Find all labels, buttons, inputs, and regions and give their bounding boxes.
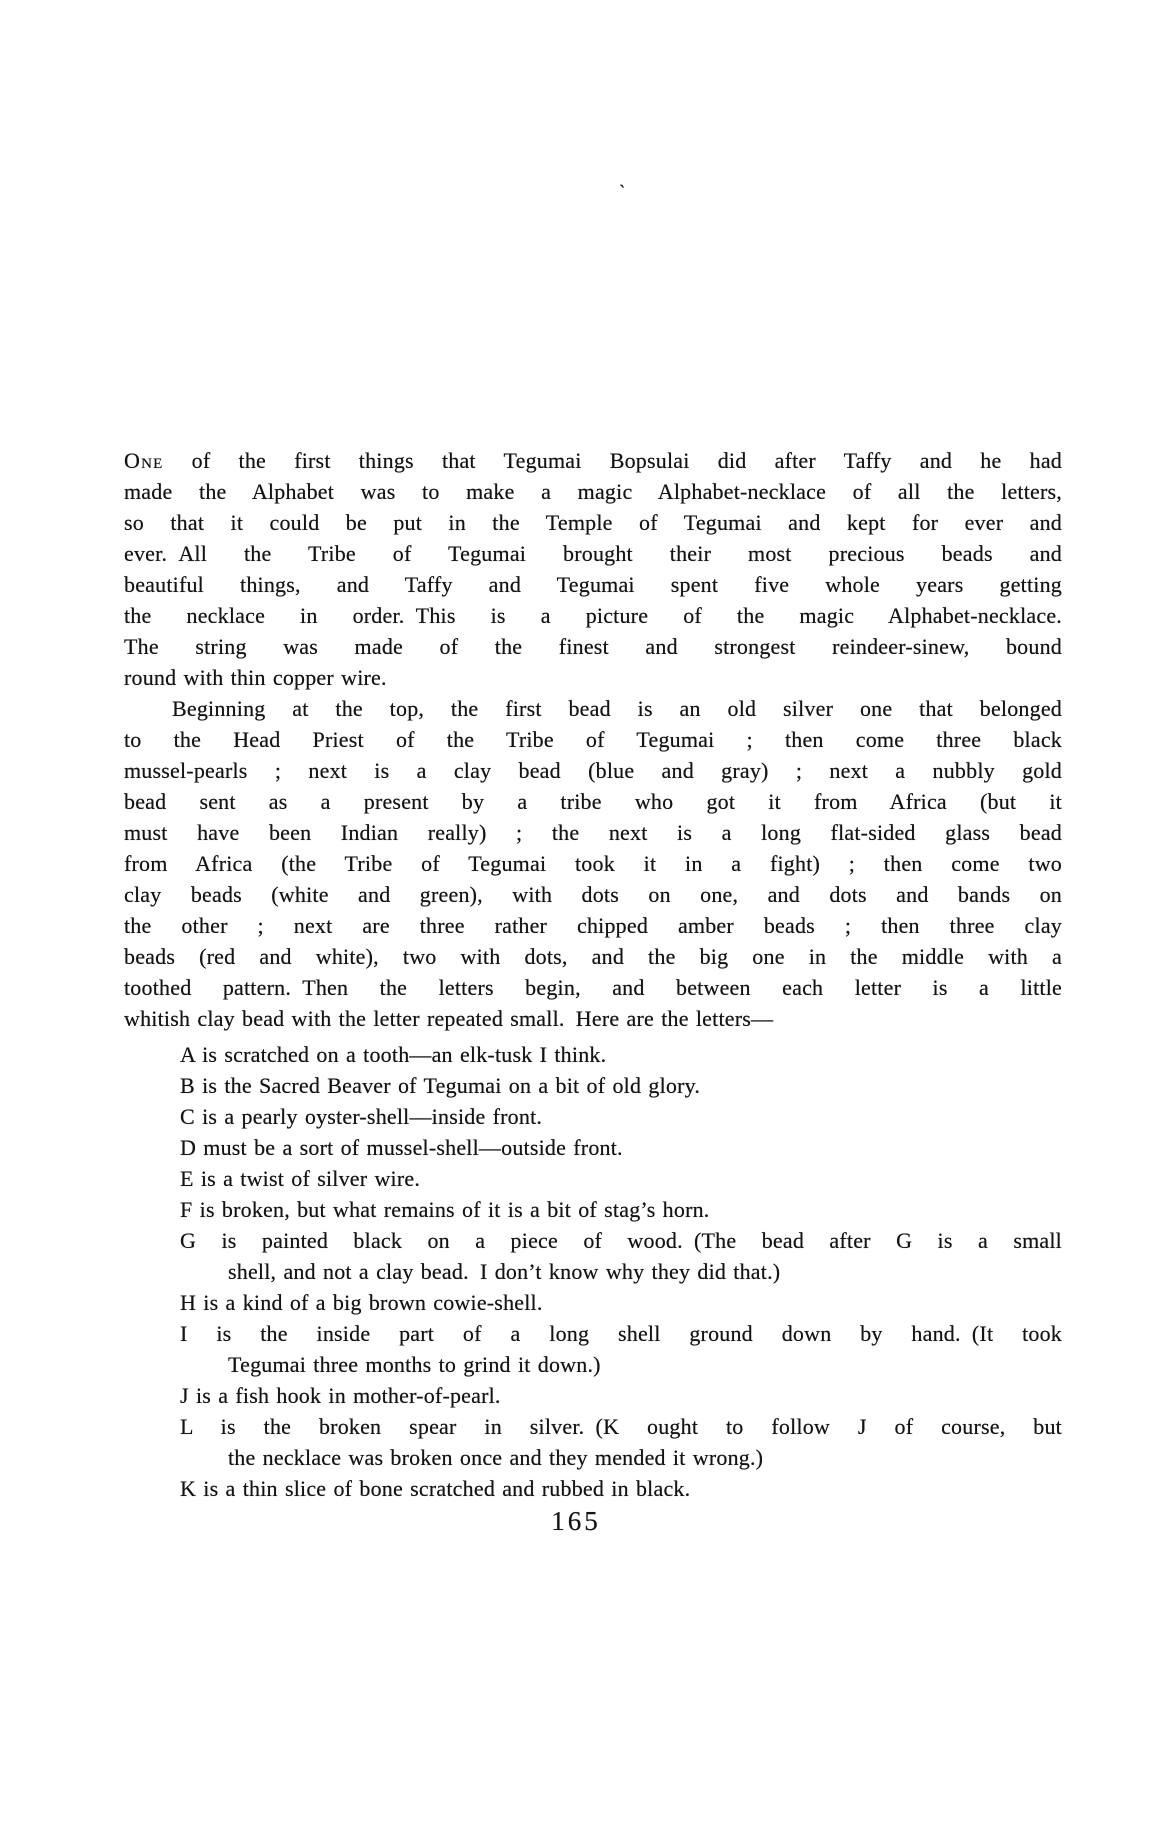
letter-item-f: F is broken, but what remains of it is a bit of stag’s horn. (180, 1197, 710, 1222)
letter-item-g-continuation: shell, and not a clay bead. I don’t know why they did that.) (228, 1259, 781, 1284)
letter-list (124, 1039, 1062, 1504)
para1-line-8: round with thin copper wire. (124, 665, 387, 690)
letter-item-j: J is a fish hook in mother-of-pearl. (180, 1383, 501, 1408)
para2-line-8: the other ; next are three rather chipped amber beads ; then three clay (124, 913, 1062, 938)
para1-line-5: beautiful things, and Taffy and Tegumai spent five whole years getting (124, 572, 1062, 597)
page-number: 165 (551, 1506, 601, 1536)
letter-item-c: C is a pearly oyster-shell—inside front. (180, 1104, 543, 1129)
para2-line-3: mussel-pearls ; next is a clay bead (blue and gray) ; next a nubbly gold (124, 758, 1062, 783)
letter-item-i: I is the inside part of a long shell ground down by hand. (It took (180, 1321, 1062, 1346)
para2-line-4: bead sent as a present by a tribe who got it from Africa (but it (124, 789, 1062, 814)
para2-line-11: whitish clay bead with the letter repeated small. Here are the letters— (124, 1006, 774, 1031)
letter-item-h: H is a kind of a big brown cowie-shell. (180, 1290, 543, 1315)
para2-line-10: toothed pattern. Then the letters begin, and between each letter is a little (124, 975, 1062, 1000)
letter-item-k: K is a thin slice of bone scratched and rubbed in black. (180, 1476, 691, 1501)
para2-line-2: to the Head Priest of the Tribe of Tegumai ; then come three black (124, 727, 1062, 752)
letter-item-i-continuation: Tegumai three months to grind it down.) (228, 1352, 601, 1377)
para1-line-3: so that it could be put in the Temple of Tegumai and kept for ever and (124, 510, 1062, 535)
para2-line-1: Beginning at the top, the first bead is an old silver one that belonged (172, 696, 1062, 721)
opening-word: One (124, 448, 164, 473)
para1-line-1-rest: of the first things that Tegumai Bopsulai did after Taffy and he had (163, 448, 1062, 473)
para1-line-1 (124, 445, 1062, 476)
page-text (124, 445, 1062, 1504)
paragraph-1 (124, 445, 1062, 693)
para1-line-6: the necklace in order. This is a picture of the magic Alphabet-necklace. (124, 603, 1062, 628)
letter-item-a: A is scratched on a tooth—an elk-tusk I think. (180, 1042, 607, 1067)
para1-line-2: made the Alphabet was to make a magic Alphabet-necklace of all the letters, (124, 479, 1062, 504)
para2-line-7: clay beads (white and green), with dots on one, and dots and bands on (124, 882, 1062, 907)
letter-item-l: L is the broken spear in silver. (K ought to follow J of course, but (180, 1414, 1062, 1439)
letter-item-g: G is painted black on a piece of wood. (The bead after G is a small (180, 1228, 1062, 1253)
para2-line-6: from Africa (the Tribe of Tegumai took it in a fight) ; then come two (124, 851, 1062, 876)
letter-item-e: E is a twist of silver wire. (180, 1166, 421, 1191)
para2-line-5: must have been Indian really) ; the next is a long flat-sided glass bead (124, 820, 1062, 845)
para1-line-4: ever. All the Tribe of Tegumai brought their most precious beads and (124, 541, 1062, 566)
para2-line-9: beads (red and white), two with dots, and the big one in the middle with a (124, 944, 1062, 969)
letter-item-d: D must be a sort of mussel-shell—outside front. (180, 1135, 623, 1160)
stray-ink-mark: ` (616, 181, 626, 204)
para1-line-7: The string was made of the finest and strongest reindeer-sinew, bound (124, 634, 1062, 659)
letter-item-l-continuation: the necklace was broken once and they mended it wrong.) (228, 1445, 764, 1470)
paragraph-2 (124, 693, 1062, 1034)
letter-item-b: B is the Sacred Beaver of Tegumai on a bit of old glory. (180, 1073, 701, 1098)
